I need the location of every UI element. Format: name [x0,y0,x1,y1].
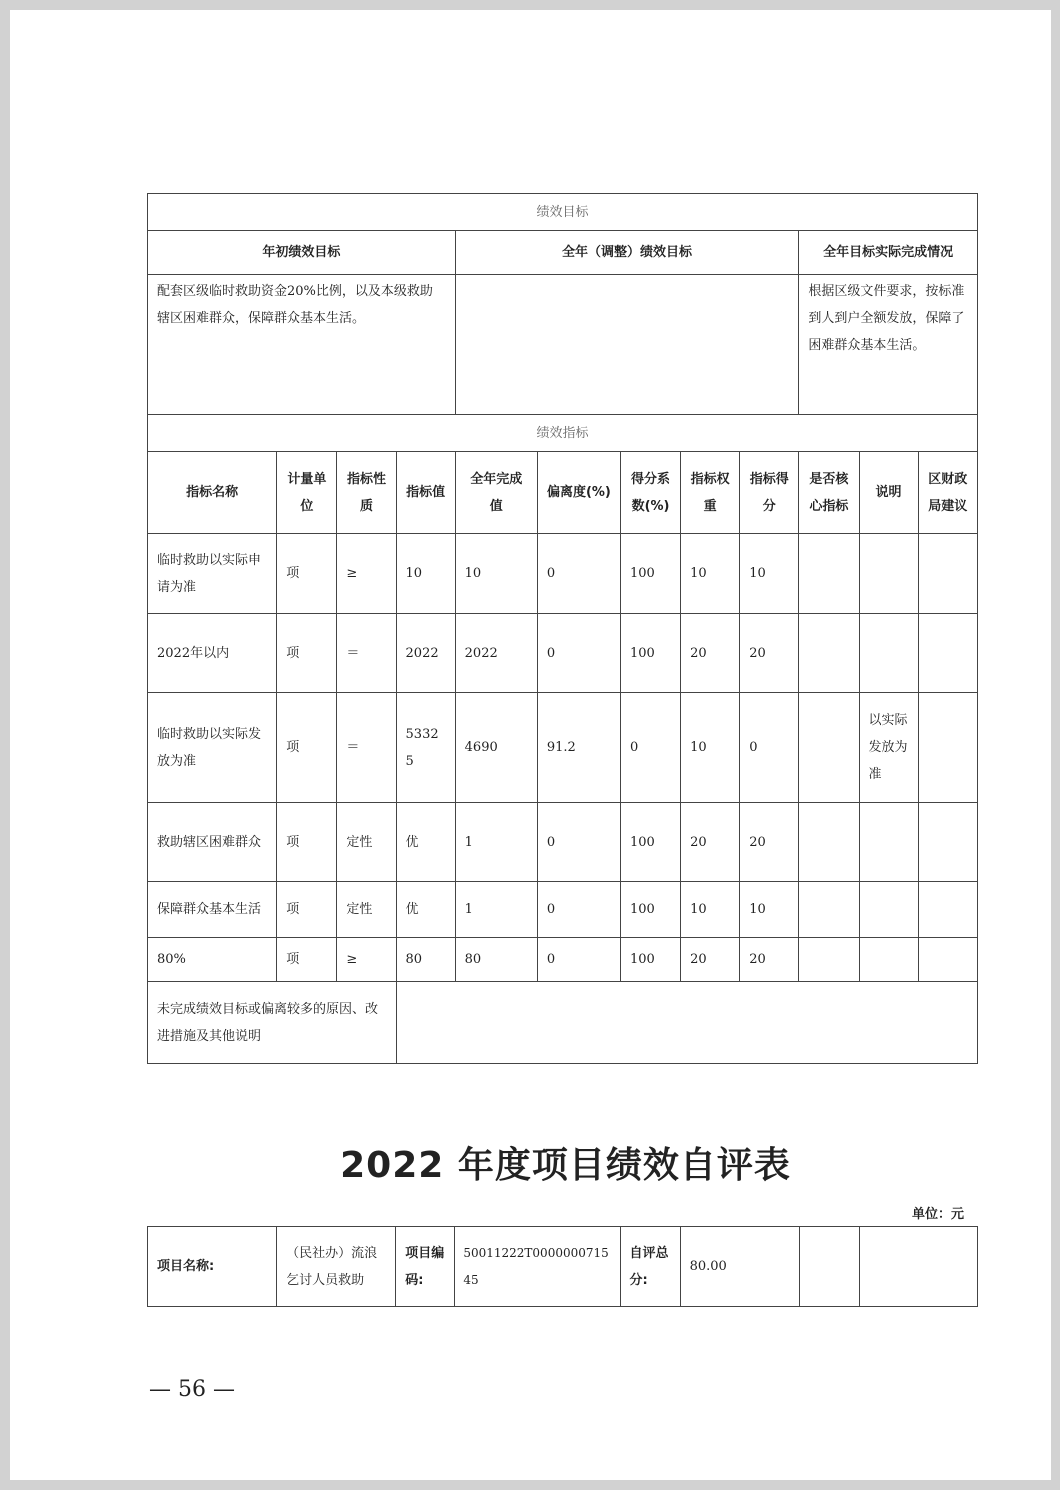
cell-explanation [859,534,918,614]
cell-nature: ＝ [337,614,396,693]
actual-completion-header: 全年目标实际完成情况 [799,231,978,275]
cell-completed-value: 2022 [455,614,537,693]
cell-indicator-name: 2022年以内 [148,614,277,693]
score-value: 80.00 [680,1227,799,1307]
cell-weight: 10 [681,882,740,938]
indicator-row [148,693,978,803]
cell-is-core [799,693,859,803]
cell-score-coefficient: 100 [621,938,681,982]
cell-score: 0 [740,693,799,803]
cell-explanation: 以实际发放为准 [859,693,918,803]
indicator-row [148,803,978,882]
unit-label: 单位：元 [912,1207,965,1222]
cell-finance-advice [918,693,977,803]
form-title: 2022 年度项目绩效自评表 [340,1145,791,1186]
cell-deviation: 91.2 [537,693,620,803]
actual-completion-text: 根据区级文件要求，按标准到人到户全额发放，保障了困难群众基本生活。 [799,275,978,415]
performance-table [147,193,978,1064]
cell-score: 10 [740,534,799,614]
notes-value [396,982,977,1064]
cell-score: 10 [740,882,799,938]
initial-goal-text: 配套区级临时救助资金20%比例，以及本级救助辖区困难群众，保障群众基本生活。 [148,275,456,415]
notes-label: 未完成绩效目标或偏离较多的原因、改进措施及其他说明 [148,982,397,1064]
cell-finance-advice [918,938,977,982]
cell-unit: 项 [277,803,337,882]
indicators-section-title: 绩效指标 [148,415,978,452]
cell-indicator-name: 救助辖区困难群众 [148,803,277,882]
cell-finance-advice [918,534,977,614]
cell-nature: ≥ [337,938,396,982]
cell-target-value: 10 [396,534,455,614]
indicator-rows [148,534,978,982]
cell-deviation: 0 [537,534,620,614]
project-code-label: 项目编码: [396,1227,455,1307]
cell-is-core [799,938,859,982]
project-info-table [147,1226,978,1307]
cell-target-value: 53325 [396,693,455,803]
cell-finance-advice [918,614,977,693]
indicator-row [148,938,978,982]
cell-indicator-name: 临时救助以实际发放为准 [148,693,277,803]
cell-is-core [799,882,859,938]
empty-cell [799,1227,859,1307]
initial-goal-header: 年初绩效目标 [148,231,456,275]
project-name-label: 项目名称: [148,1227,277,1307]
adjusted-goal-header: 全年（调整）绩效目标 [455,231,799,275]
cell-target-value: 2022 [396,614,455,693]
cell-score-coefficient: 100 [621,534,681,614]
cell-unit: 项 [277,614,337,693]
cell-score-coefficient: 0 [621,693,681,803]
header-weight: 指标权重 [681,452,740,534]
cell-explanation [859,882,918,938]
header-unit: 计量单位 [277,452,337,534]
header-score: 指标得分 [740,452,799,534]
score-label: 自评总分: [620,1227,680,1307]
header-completed-value: 全年完成值 [455,452,537,534]
cell-indicator-name: 80% [148,938,277,982]
cell-score-coefficient: 100 [621,882,681,938]
cell-deviation: 0 [537,803,620,882]
cell-is-core [799,803,859,882]
cell-unit: 项 [277,693,337,803]
cell-completed-value: 1 [455,803,537,882]
indicator-row [148,614,978,693]
cell-deviation: 0 [537,938,620,982]
cell-score-coefficient: 100 [621,614,681,693]
cell-indicator-name: 保障群众基本生活 [148,882,277,938]
header-indicator-name: 指标名称 [148,452,277,534]
page-number: — 56 — [149,1377,235,1402]
cell-finance-advice [918,803,977,882]
cell-deviation: 0 [537,614,620,693]
cell-unit: 项 [277,882,337,938]
cell-target-value: 优 [396,882,455,938]
cell-is-core [799,534,859,614]
cell-completed-value: 10 [455,534,537,614]
cell-weight: 20 [681,803,740,882]
header-score-coefficient: 得分系数(%) [621,452,681,534]
cell-weight: 20 [681,614,740,693]
cell-score: 20 [740,938,799,982]
header-target-value: 指标值 [396,452,455,534]
cell-indicator-name: 临时救助以实际申请为准 [148,534,277,614]
indicator-row [148,534,978,614]
header-nature: 指标性质 [337,452,396,534]
cell-target-value: 80 [396,938,455,982]
cell-nature: ≥ [337,534,396,614]
cell-completed-value: 80 [455,938,537,982]
cell-target-value: 优 [396,803,455,882]
cell-explanation [859,614,918,693]
cell-weight: 10 [681,693,740,803]
project-name-value: （民社办）流浪乞讨人员救助 [277,1227,396,1307]
cell-score: 20 [740,614,799,693]
header-explanation: 说明 [859,452,918,534]
header-is-core: 是否核心指标 [799,452,859,534]
header-finance-advice: 区财政局建议 [918,452,977,534]
cell-weight: 10 [681,534,740,614]
cell-unit: 项 [277,534,337,614]
cell-completed-value: 1 [455,882,537,938]
cell-score-coefficient: 100 [621,803,681,882]
cell-unit: 项 [277,938,337,982]
cell-completed-value: 4690 [455,693,537,803]
cell-finance-advice [918,882,977,938]
cell-is-core [799,614,859,693]
project-code-value: 50011222T000000071545 [455,1227,620,1307]
cell-explanation [859,803,918,882]
cell-nature: ＝ [337,693,396,803]
cell-weight: 20 [681,938,740,982]
cell-score: 20 [740,803,799,882]
cell-nature: 定性 [337,882,396,938]
adjusted-goal-text [455,275,799,415]
empty-cell [859,1227,977,1307]
goals-section-title: 绩效目标 [148,194,978,231]
cell-explanation [859,938,918,982]
cell-deviation: 0 [537,882,620,938]
cell-nature: 定性 [337,803,396,882]
indicator-row [148,882,978,938]
header-deviation: 偏离度(%) [537,452,620,534]
